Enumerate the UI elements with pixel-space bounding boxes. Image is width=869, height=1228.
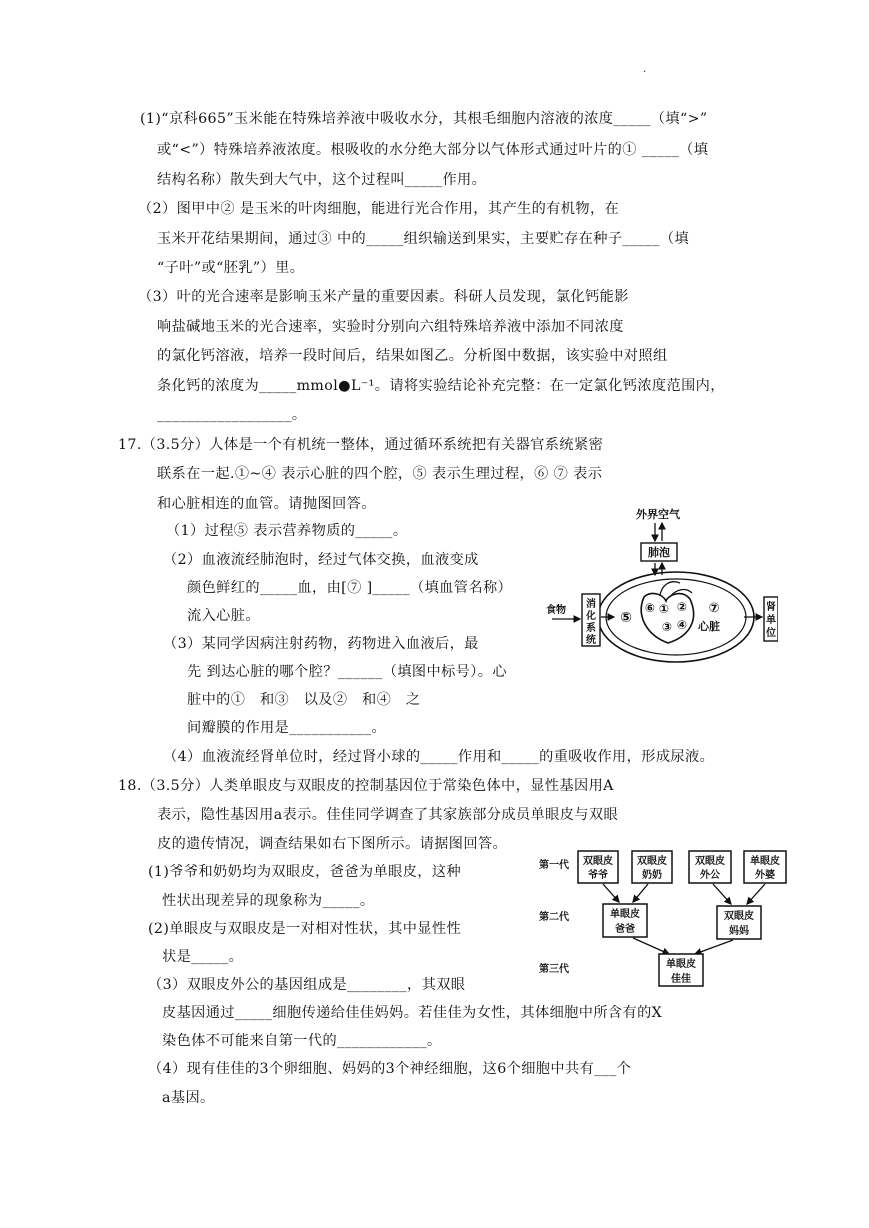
svg-text:单眼皮: 单眼皮 <box>750 856 780 867</box>
kidney-char-0: 肾 <box>766 602 776 613</box>
svg-text:双眼皮: 双眼皮 <box>695 856 725 867</box>
svg-text:佳佳: 佳佳 <box>671 974 691 985</box>
text-line-l32: 皮基因通过_____细胞传递给佳佳妈妈。若佳佳为女性，其体细胞中所含有的X <box>162 1005 663 1021</box>
text-line-l01: (1)“京科665”玉米能在特殊培养液中吸收水分，其根毛细胞内溶液的浓度_____（填“>” <box>140 111 708 127</box>
text-line-l16: （2）血液流经肺泡时，经过气体交换，血液变成 <box>163 552 479 568</box>
text-line-l06: “子叶”或“胚乳”）里。 <box>157 260 305 276</box>
text-line-l13: 联系在一起.①~④ 表示心脏的四个腔，⑤ 表示生理过程，⑥ ⑦ 表示 <box>157 466 603 482</box>
gen1-label: 第一代 <box>539 860 569 871</box>
alveoli-label: 肺泡 <box>648 546 670 559</box>
text-line-l31: （3）双眼皮外公的基因组成是________，其双眼 <box>148 977 466 993</box>
mark-1: ① <box>658 602 670 616</box>
mark-4: ④ <box>676 618 688 632</box>
text-line-l22: 间瓣膜的作用是___________。 <box>187 720 387 736</box>
svg-text:外公: 外公 <box>700 870 720 881</box>
text-line-l15: （1）过程⑤ 表示营养物质的_____。 <box>166 523 408 539</box>
mark-3: ③ <box>661 620 673 634</box>
text-line-l11: __________________。 <box>157 407 307 423</box>
box-maternal-grandma <box>744 851 786 883</box>
kidney-char-1: 单 <box>766 615 776 626</box>
text-line-l04: （2）图甲中② 是玉米的叶肉细胞，能进行光合作用，其产生的有机物，在 <box>138 201 620 217</box>
text-line-l19: （3）某同学因病注射药物，药物进入血液后，最 <box>163 636 479 652</box>
text-line-l28: 性状出现差异的现象称为_____。 <box>162 893 375 909</box>
text-line-l33: 染色体不可能来自第一代的____________。 <box>162 1033 442 1049</box>
text-line-l18: 流入心脏。 <box>187 608 260 624</box>
mark-6: ⑥ <box>644 601 656 615</box>
svg-text:外婆: 外婆 <box>755 870 775 881</box>
text-line-l27: (1)爷爷和奶奶均为双眼皮，爸爸为单眼皮，这种 <box>148 864 462 880</box>
food-label: 食物 <box>546 605 566 616</box>
text-line-l34: （4）现有佳佳的3个卵细胞、妈妈的3个神经细胞，这6个细胞中共有___个 <box>148 1061 632 1077</box>
text-line-l23: （4）血液流经肾单位时，经过肾小球的_____作用和_____的重吸收作用，形成尿液。 <box>163 749 715 765</box>
text-line-l25: 表示，隐性基因用a表示。佳佳同学调查了其家族部分成员单眼皮与双眼 <box>157 807 619 823</box>
text-line-l29: (2)单眼皮与双眼皮是一对相对性状，其中显性性 <box>148 921 462 937</box>
text-line-l20: 先 到达心脏的哪个腔？______（填图中标号）。心 <box>187 664 507 680</box>
svg-text:妈妈: 妈妈 <box>729 926 749 937</box>
box-mother <box>717 906 761 939</box>
text-line-l10: 条化钙的浓度为_____mmol●L⁻¹。请将实验结论补充完整：在一定氯化钙浓度范围内， <box>157 378 725 394</box>
text-line-l08: 响盐碱地玉米的光合速率，实验时分别向六组特殊培养液中添加不同浓度 <box>157 319 624 335</box>
heart-label: 心脏 <box>698 620 720 633</box>
box-jiajia <box>659 954 703 986</box>
text-line-l03: 结构名称）散失到大气中，这个过程叫_____作用。 <box>157 172 487 188</box>
kidney-char-2: 位 <box>766 628 776 639</box>
outside-air-label: 外界空气 <box>636 508 680 521</box>
svg-text:单眼皮: 单眼皮 <box>610 909 640 920</box>
circulation-diagram <box>538 505 778 665</box>
text-line-l05: 玉米开花结果期间，通过③ 中的_____组织输送到果实，主要贮存在种子_____（填 <box>157 231 690 247</box>
text-line-l35: a基因。 <box>162 1090 215 1106</box>
svg-text:爸爸: 爸爸 <box>615 924 635 935</box>
text-line-l26: 皮的遗传情况，调查结果如右下图所示。请据图回答。 <box>157 836 508 852</box>
text-line-l21: 脏中的① 和③ 以及② 和④ 之 <box>187 692 421 708</box>
svg-text:双眼皮: 双眼皮 <box>583 856 613 867</box>
digestive-char-2: 系 <box>586 623 596 634</box>
digestive-char-1: 化 <box>586 611 596 622</box>
text-line-l12: 17.（3.5分）人体是一个有机统一整体，通过循环系统把有关器官系统紧密 <box>118 437 604 453</box>
mark-7: ⑦ <box>708 601 720 616</box>
text-line-l24: 18.（3.5分）人类单眼皮与双眼皮的控制基因位于常染色体中，显性基因用A <box>118 778 614 794</box>
text-line-l30: 状是_____。 <box>162 949 244 965</box>
svg-text:爷爷: 爷爷 <box>588 870 608 881</box>
box-maternal-grandpa <box>689 851 731 883</box>
gen3-label: 第三代 <box>539 964 569 975</box>
box-grandpa <box>578 851 618 883</box>
gen2-label: 第二代 <box>539 912 569 923</box>
svg-text:双眼皮: 双眼皮 <box>637 856 667 867</box>
mark-2: ② <box>676 600 688 614</box>
svg-text:双眼皮: 双眼皮 <box>724 911 754 922</box>
digestive-char-0: 消 <box>586 599 596 610</box>
text-line-l07: （3）叶的光合速率是影响玉米产量的重要因素。科研人员发现，氯化钙能影 <box>138 289 629 305</box>
text-line-l09: 的氯化钙溶液，培养一段时间后，结果如图乙。分析图中数据，该实验中对照组 <box>157 348 668 364</box>
text-line-l14: 和心脏相连的血管。请抛图回答。 <box>157 496 376 512</box>
box-father <box>603 904 647 937</box>
box-grandma <box>632 851 672 883</box>
page-dot: . <box>643 64 647 75</box>
text-line-l02: 或“<”）特殊培养液浓度。根吸收的水分绝大部分以气体形式通过叶片的① _____（填 <box>157 142 709 158</box>
mark-5: ⑤ <box>620 610 632 626</box>
text-line-l17: 颜色鲜红的_____血，由[⑦ ]_____（填血管名称） <box>187 580 513 596</box>
svg-text:单眼皮: 单眼皮 <box>666 959 696 970</box>
svg-text:奶奶: 奶奶 <box>642 870 662 881</box>
pedigree-diagram <box>533 848 795 988</box>
digestive-char-3: 统 <box>586 635 596 646</box>
